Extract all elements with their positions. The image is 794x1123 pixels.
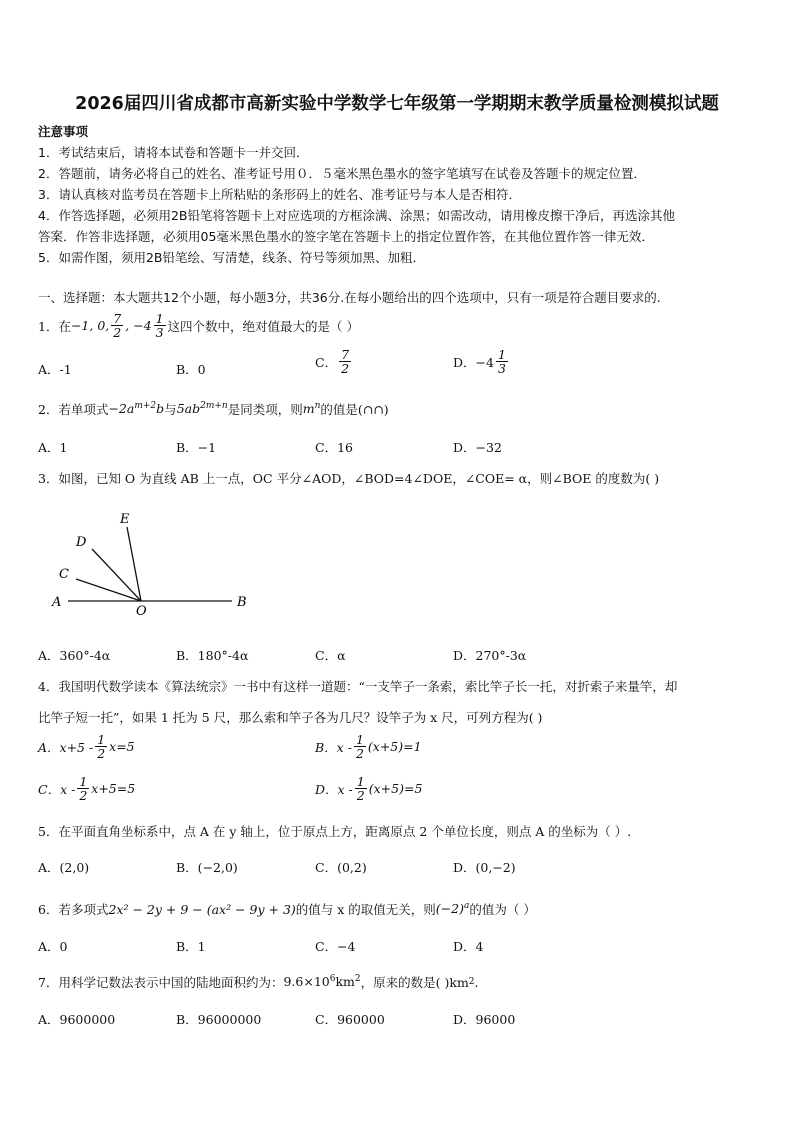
q4-d-den: 2 (356, 788, 365, 804)
ray-oe (127, 527, 141, 601)
q3-option-a: A．360°-4α (38, 648, 111, 663)
q2-term2 (177, 401, 228, 416)
q7-text-pre: 7．用科学记数法表示中国的陆地面积约为： (38, 975, 284, 990)
label-a: A (52, 595, 62, 610)
q7-text-end: . (474, 974, 479, 990)
q1-option-a: A．-1 (38, 362, 72, 377)
q2-option-d: D．−32 (453, 440, 502, 455)
q1-c-label: C． (315, 354, 338, 370)
q4-a-post: x=5 (109, 739, 135, 755)
q1-d-den: 3 (497, 361, 506, 377)
q4-d-fraction (355, 775, 367, 802)
notice-item-5: 5．如需作图，须用2B铅笔绘、写清楚，线条、符号等须加黑、加粗． (38, 250, 425, 265)
q6-expr-exp: a (463, 901, 470, 912)
q1-f1-den: 2 (113, 325, 122, 341)
q4-c-pre: C．x - (38, 781, 76, 797)
notice-item-1: 1．考试结束后，请将本试卷和答题卡一并交回． (38, 145, 309, 160)
q4-d-num: 1 (356, 774, 365, 789)
q5-option-d: D．(0,−2) (453, 860, 516, 875)
q5-option-b: B．(−2,0) (176, 860, 238, 875)
q7-unit-exp: 2 (354, 974, 361, 985)
question-6 (38, 900, 536, 918)
q1-c-den: 2 (341, 361, 350, 377)
q4-option-a (38, 733, 135, 760)
q1-fraction-1 (111, 312, 123, 339)
q4-d-post: (x+5)=5 (368, 781, 423, 797)
q2-option-b: B．−1 (176, 440, 217, 455)
q6-text-mid: 的值与 x 的取值无关，则 (295, 902, 436, 917)
q1-suffix: 这四个数中，绝对值最大的是（ ） (167, 318, 360, 334)
q1-d-num: 1 (497, 347, 506, 362)
q4-option-b (315, 733, 422, 760)
q7-text-mid: ，原来的数是( )km (360, 975, 469, 990)
q7-value-base: 9.6×10 (283, 974, 330, 990)
q4-b-den: 2 (355, 746, 364, 762)
question-1 (38, 312, 359, 339)
q6-text-pre: 6．若多项式 (38, 902, 109, 917)
q1-f2-num: 1 (155, 311, 164, 326)
q4-c-post: x+5=5 (91, 781, 136, 797)
q3-option-d: D．270°-3α (453, 648, 527, 663)
q2-term3-exp: n (314, 401, 321, 412)
q2-term2-exp: 2m+n (200, 401, 228, 412)
q4-c-fraction (77, 775, 89, 802)
q1-option-b: B．0 (176, 362, 206, 377)
q2-term3-base: m (302, 401, 315, 417)
q6-poly: 2x² − 2y + 9 − (ax² − 9y + 3) (108, 901, 296, 917)
q1-option-d (453, 348, 510, 375)
q4-b-pre: B．x - (315, 739, 352, 755)
q4-b-fraction (354, 733, 366, 760)
question-7 (38, 973, 479, 991)
q2-term1-b: b (156, 401, 165, 417)
q2-term3 (303, 401, 321, 416)
q6-option-b: B．1 (176, 939, 206, 954)
q7-value (283, 974, 360, 989)
q7-option-d: D．96000 (453, 1012, 516, 1027)
q4-a-fraction (95, 733, 107, 760)
label-b: B (237, 595, 247, 610)
q2-option-a: A．1 (38, 440, 68, 455)
question-5: 5．在平面直角坐标系中，点 A 在 y 轴上，位于原点上方，距离原点 2 个单位长度，则点 A 的坐标为（ ）. (38, 824, 632, 839)
q1-mid: , −4 (125, 318, 152, 334)
q4-c-den: 2 (79, 788, 88, 804)
question-3: 3．如图，已知 O 为直线 AB 上一点，OC 平分∠AOD，∠BOD=4∠DOE，∠COE= α，则∠BOE 的度数为( ) (38, 471, 660, 486)
q7-option-a: A．9600000 (38, 1012, 116, 1027)
q1-c-num: 7 (341, 347, 350, 362)
q3-angle-figure (40, 505, 270, 625)
q1-d-label: D．−4 (453, 354, 494, 370)
q6-option-a: A．0 (38, 939, 68, 954)
q2-text-end: 的值是(∩∩) (320, 402, 389, 417)
label-e: E (120, 512, 130, 527)
q1-c-fraction (339, 348, 351, 375)
q6-option-c: C．−4 (315, 939, 356, 954)
notice-item-2: 2．答题前，请务必将自己的姓名、准考证号用０．５毫米黑色墨水的签字笔填写在试卷及答题卡的规定位置． (38, 166, 646, 181)
notice-item-4: 4．作答选择题，必须用2B铅笔将答题卡上对应选项的方框涂满、涂黑；如需改动，请用橡皮擦干净后，再选涂其他 (38, 208, 675, 223)
q6-expr (436, 901, 470, 916)
q4-option-d (315, 775, 422, 802)
q6-expr-base: (−2) (435, 901, 464, 917)
q4-b-post: (x+5)=1 (367, 739, 422, 755)
q7-option-c: C．960000 (315, 1012, 385, 1027)
q1-fraction-2 (154, 312, 166, 339)
q4-line-2: 比竿子短一托”，如果 1 托为 5 尺，那么索和竿子各为几尺？设竿子为 x 尺，可列方程为( ) (38, 710, 543, 725)
page-title: 2026届四川省成都市高新实验中学数学七年级第一学期期末教学质量检测模拟试题 (75, 94, 719, 114)
q4-a-den: 2 (97, 746, 106, 762)
q4-b-num: 1 (355, 732, 364, 747)
q7-text-mid-exp: 2 (468, 977, 475, 987)
q5-option-c: C．(0,2) (315, 860, 367, 875)
q1-prefix: 1．在 (38, 318, 71, 334)
q7-unit: km (335, 974, 355, 990)
q2-term2-base: 5ab (176, 401, 201, 417)
q2-option-c: C．16 (315, 440, 353, 455)
q1-nums: −1, 0, (70, 318, 110, 334)
q1-f2-den: 3 (155, 325, 164, 341)
q3-option-c: C．α (315, 648, 346, 663)
q2-text-pre: 2．若单项式 (38, 402, 109, 417)
question-2 (38, 400, 389, 418)
section-heading: 一、选择题：本大题共12个小题，每小题3分，共36分.在每小题给出的四个选项中，只有一项是符合题目要求的. (38, 290, 661, 305)
q2-term1 (108, 401, 164, 416)
q4-c-num: 1 (79, 774, 88, 789)
notice-item-4-cont: 答案．作答非选择题，必须用05毫米黑色墨水的签字笔在答题卡上的指定位置作答，在其他位置作答一律无效． (38, 229, 654, 244)
q7-option-b: B．96000000 (176, 1012, 262, 1027)
q4-d-pre: D．x - (315, 781, 353, 797)
q4-line-1: 4．我国明代数学读本《算法统宗》一书中有这样一道题：“一支竿子一条索，索比竿子长一托，对折索子来量竿，却 (38, 679, 678, 694)
q5-option-a: A．(2,0) (38, 860, 90, 875)
q2-term1-base: −2a (108, 401, 135, 417)
notice-item-3: 3．请认真核对监考员在答题卡上所粘贴的条形码上的姓名、准考证号与本人是否相符． (38, 187, 521, 202)
q4-option-c (38, 775, 135, 802)
q2-text-mid: 与 (164, 402, 177, 417)
q2-term1-exp: m+2 (134, 401, 157, 412)
label-d: D (76, 535, 87, 550)
q2-text-post: 是同类项，则 (227, 402, 303, 417)
notice-heading: 注意事项 (38, 124, 89, 139)
q1-d-fraction (496, 348, 508, 375)
label-c: C (59, 567, 69, 582)
q3-option-b: B．180°-4α (176, 648, 249, 663)
q1-option-c (315, 348, 353, 375)
q6-option-d: D．4 (453, 939, 484, 954)
q7-value-exp: 6 (329, 974, 336, 985)
label-o: O (136, 604, 147, 619)
q6-text-end: 的值为（ ） (469, 902, 536, 917)
q1-f1-num: 7 (113, 311, 122, 326)
q4-a-pre: A．x+5 - (38, 739, 94, 755)
q4-a-num: 1 (97, 732, 106, 747)
